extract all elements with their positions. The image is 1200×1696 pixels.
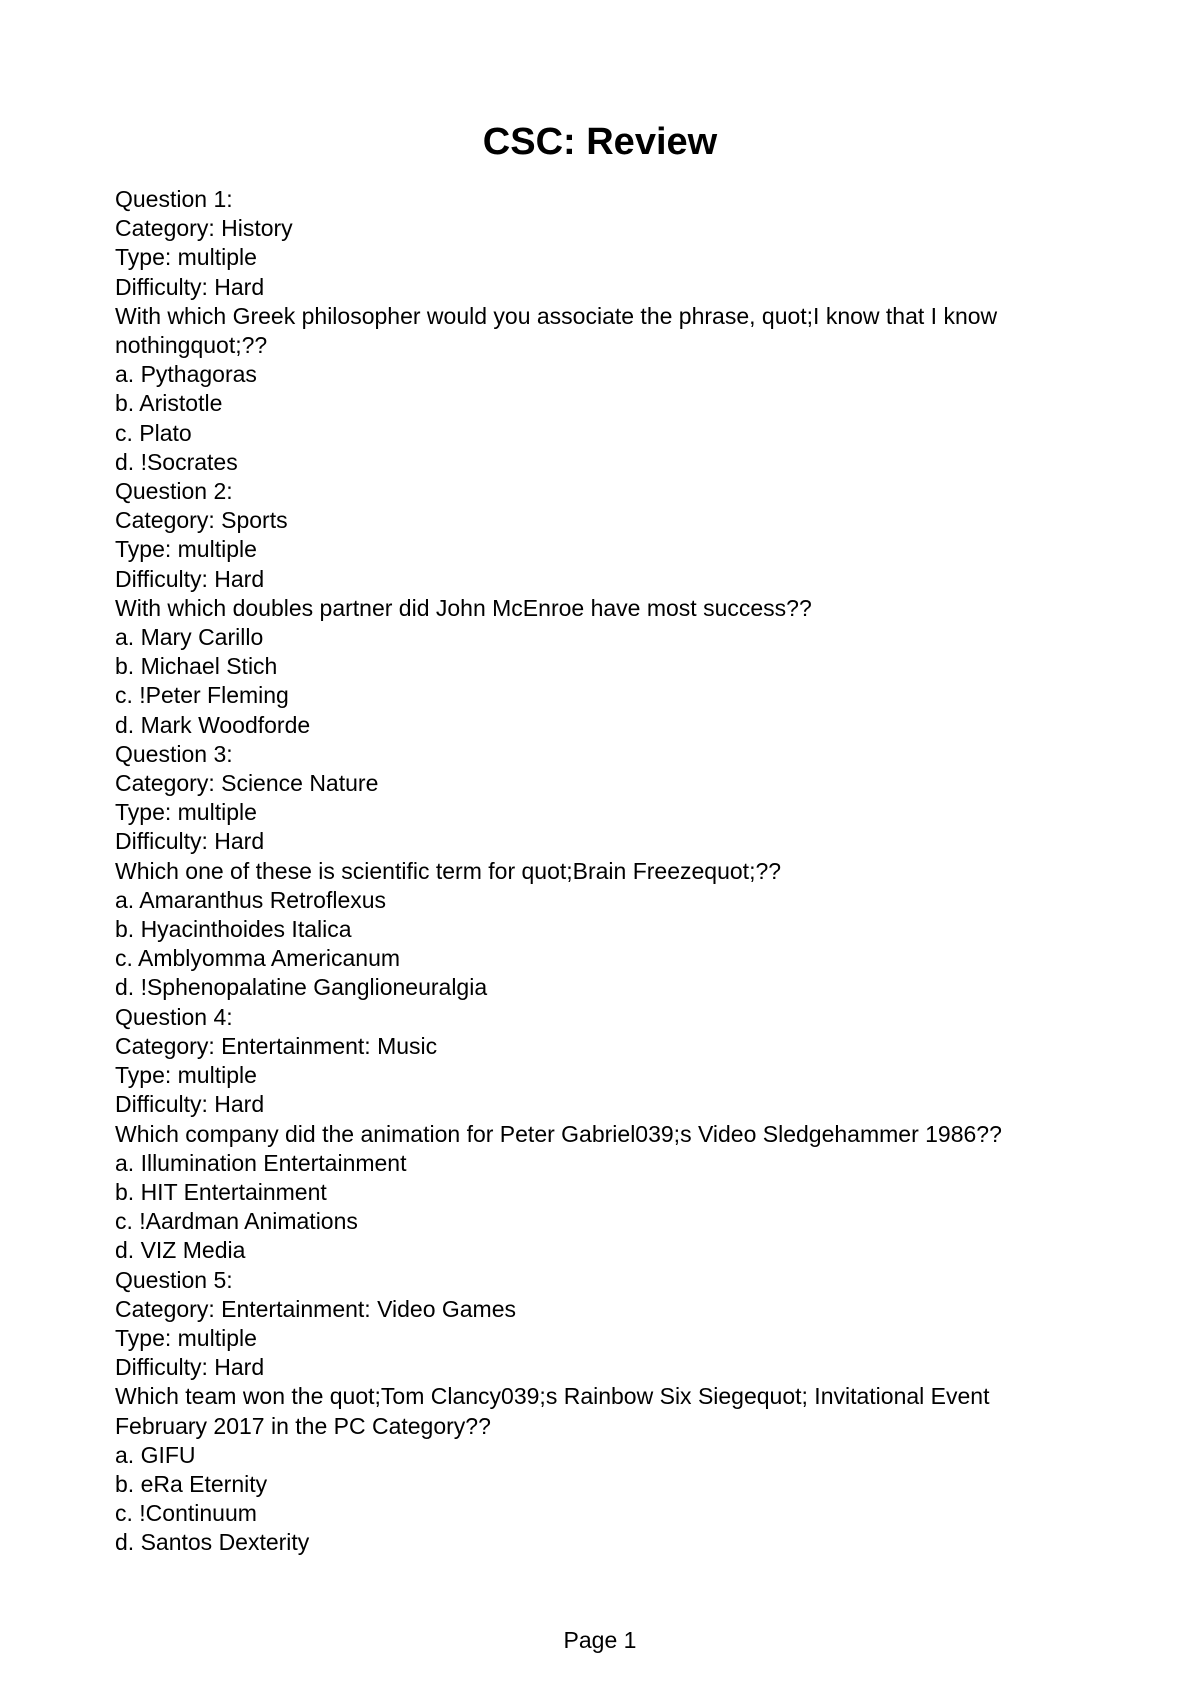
answer-options (115, 623, 1075, 740)
answer-option: c. !Aardman Animations (115, 1208, 358, 1235)
question-heading: Question 3: (115, 740, 233, 767)
question-difficulty: Difficulty: Hard (115, 565, 265, 592)
answer-option: a. Pythagoras (115, 361, 257, 388)
question-difficulty: Difficulty: Hard (115, 1091, 265, 1118)
answer-option: a. Amaranthus Retroflexus (115, 886, 387, 913)
question-heading: Question 2: (115, 478, 233, 505)
page-title: CSC: Review (482, 121, 718, 163)
answer-option: d. Mark Woodforde (115, 711, 311, 738)
questions-list (115, 185, 1075, 1558)
question-category: Category: Entertainment: Music (115, 1032, 438, 1059)
answer-option: d. !Sphenopalatine Ganglioneuralgia (115, 974, 488, 1001)
question-heading: Question 4: (115, 1003, 233, 1030)
answer-option: a. Mary Carillo (115, 624, 264, 651)
question-category: Category: History (115, 215, 293, 242)
question-text: With which Greek philosopher would you associate the phrase, quot;I know that I know nothingquot;?? (115, 302, 998, 359)
answer-option: b. Michael Stich (115, 653, 278, 680)
answer-options (115, 1149, 1075, 1266)
question-type: Type: multiple (115, 1324, 257, 1351)
question-4 (115, 1003, 1075, 1266)
question-category: Category: Entertainment: Video Games (115, 1295, 517, 1322)
question-text: Which one of these is scientific term for quot;Brain Freezequot;?? (115, 857, 782, 884)
question-type: Type: multiple (115, 244, 257, 271)
answer-option: b. eRa Eternity (115, 1470, 268, 1497)
page-number: Page 1 (563, 1627, 637, 1653)
question-type: Type: multiple (115, 1062, 257, 1089)
question-3 (115, 740, 1075, 1003)
answer-option: d. !Socrates (115, 448, 238, 475)
answer-option: b. HIT Entertainment (115, 1178, 327, 1205)
answer-options (115, 360, 1075, 477)
question-heading: Question 5: (115, 1266, 233, 1293)
question-category: Category: Science Nature (115, 770, 379, 797)
question-2 (115, 477, 1075, 740)
answer-option: c. !Peter Fleming (115, 682, 289, 709)
answer-option: c. Plato (115, 419, 192, 446)
answer-options (115, 886, 1075, 1003)
question-difficulty: Difficulty: Hard (115, 273, 265, 300)
answer-option: c. Amblyomma Americanum (115, 945, 401, 972)
question-category: Category: Sports (115, 507, 288, 534)
question-difficulty: Difficulty: Hard (115, 1354, 265, 1381)
answer-option: c. !Continuum (115, 1500, 257, 1527)
answer-option: a. Illumination Entertainment (115, 1149, 407, 1176)
answer-option: d. VIZ Media (115, 1237, 246, 1264)
question-1 (115, 185, 1075, 477)
answer-option: a. GIFU (115, 1441, 196, 1468)
question-5 (115, 1266, 1075, 1558)
question-text: With which doubles partner did John McEnroe have most success?? (115, 594, 812, 621)
question-text: Which team won the quot;Tom Clancy039;s Rainbow Six Siegequot; Invitational Event February 2017 in the PC Category?? (115, 1383, 990, 1439)
question-heading: Question 1: (115, 186, 233, 212)
question-difficulty: Difficulty: Hard (115, 828, 265, 855)
answer-option: b. Hyacinthoides Italica (115, 916, 352, 943)
question-type: Type: multiple (115, 799, 257, 826)
question-type: Type: multiple (115, 536, 257, 563)
answer-option: d. Santos Dexterity (115, 1529, 310, 1556)
question-text: Which company did the animation for Peter Gabriel039;s Video Sledgehammer 1986?? (115, 1120, 1002, 1147)
answer-option: b. Aristotle (115, 390, 223, 417)
answer-options (115, 1441, 1075, 1558)
